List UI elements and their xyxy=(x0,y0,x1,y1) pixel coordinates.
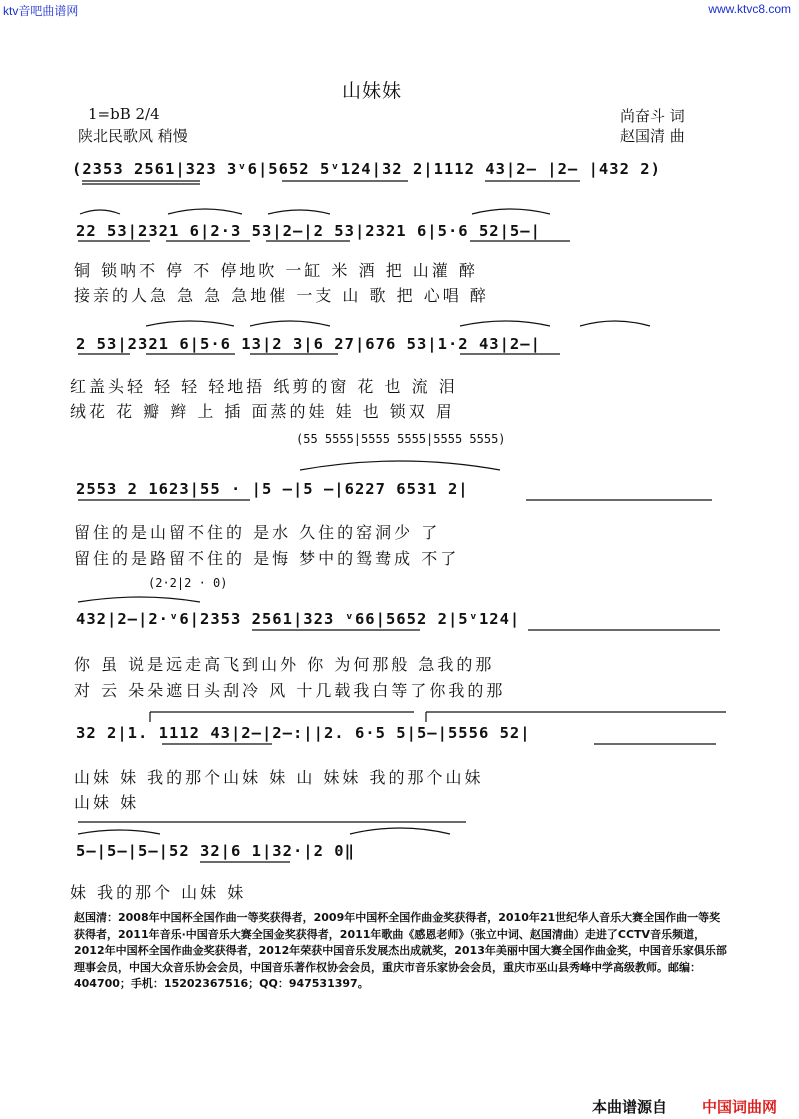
watermark-right: www.ktvc8.com xyxy=(708,2,791,16)
system-5-ornament: (2·2|2 · 0) xyxy=(148,576,228,590)
composer-bio: 赵国清：2008年中国杯全国作曲一等奖获得者，2009年中国杯全国作曲金奖获得者，2010年21世纪华人音乐大赛全国作曲一等奖获得者，2011年音乐·中国音乐大赛全国金奖获得者，2011年歌曲《感恩老师》（张立中词、赵国清曲）走进了CCTV音乐频道，2012年中国杯全国作曲金奖获得者，2012年荣获中国音乐发展杰出成就奖，2013年美丽中国大赛全国作曲金奖，中国音乐家俱乐部理事会员，中国大众音乐协会会员，中国音乐著作权协会会员，重庆市音乐家协会会员，重庆市巫山县秀峰中学高级教师。邮编：404700；手机：15202367516；QQ：947531397。 xyxy=(74,911,727,990)
system-5-lyric-1: 你 虽 说是远走高飞到山外 你 为何那般 急我的那 xyxy=(74,655,495,674)
system-7-notes: 5—|5—|5—|52 32|6 1|32·|2 0‖ xyxy=(76,842,355,860)
key-signature: 1=bB 2/4 xyxy=(88,105,160,123)
system-4-lyric-2: 留住的是路留不住的 是悔 梦中的鸳鸯成 不了 xyxy=(74,549,460,568)
system-4-ornament: (55 5555|5555 5555|5555 5555) xyxy=(296,432,506,446)
system-5-notes: 432|2—|2·ᵛ6|2353 2561|323 ᵛ66|5652 2|5ᵛ124| xyxy=(76,610,521,628)
system-4-notes: 2553 2 1623|55 · |5 —|5 —|6227 6531 2| xyxy=(76,480,469,498)
lyricist: 尚奋斗 词 xyxy=(620,107,685,125)
tempo-style: 陕北民歌风 稍慢 xyxy=(78,127,188,145)
system-4-lyric-1: 留住的是山留不住的 是水 久住的窑洞少 了 xyxy=(74,523,441,542)
system-3-lyric-1: 红盖头轻 轻 轻 轻地捂 纸剪的窗 花 也 流 泪 xyxy=(70,377,458,396)
system-2-notes: 22 53|2321 6|2·3 53|2—|2 53|2321 6|5·6 52|5—| xyxy=(76,222,541,240)
song-title: 山妹妹 xyxy=(342,80,403,102)
system-3-notes: 2 53|2321 6|5·6 13|2 3|6 27|676 53|1·2 43|2—| xyxy=(76,335,541,353)
intro-notes: (2353 2561|323 3ᵛ6|5652 5ᵛ124|32 2|1112 43|2— |2— |432 2) xyxy=(72,160,661,178)
system-6-lyric-1: 山妹 妹 我的那个山妹 妹 山 妹妹 我的那个山妹 xyxy=(74,768,484,787)
system-5-lyric-2: 对 云 朵朵遮日头刮冷 风 十几载我白等了你我的那 xyxy=(74,681,506,700)
system-6-lyric-2: 山妹 妹 xyxy=(74,793,140,812)
system-2-lyric-2: 接亲的人急 急 急 急地催 一支 山 歌 把 心唱 醉 xyxy=(74,286,489,305)
source-label: 本曲谱源自 xyxy=(592,1098,668,1116)
system-7-lyric-1: 妹 我的那个 山妹 妹 xyxy=(70,883,247,902)
system-3-lyric-2: 绒花 花 瓣 辫 上 插 面蒸的娃 娃 也 锁双 眉 xyxy=(70,402,455,421)
system-2-lyric-1: 铜 锁呐不 停 不 停地吹 一缸 米 酒 把 山灌 醉 xyxy=(74,261,478,280)
system-6-notes: 32 2|1. 1112 43|2—|2—:||2. 6·5 5|5—|5556 52| xyxy=(76,724,531,742)
watermark-left: ktv音吧曲谱网 xyxy=(3,4,79,18)
composer: 赵国清 曲 xyxy=(620,127,685,145)
source-site-link[interactable]: 中国词曲网 xyxy=(702,1098,778,1116)
